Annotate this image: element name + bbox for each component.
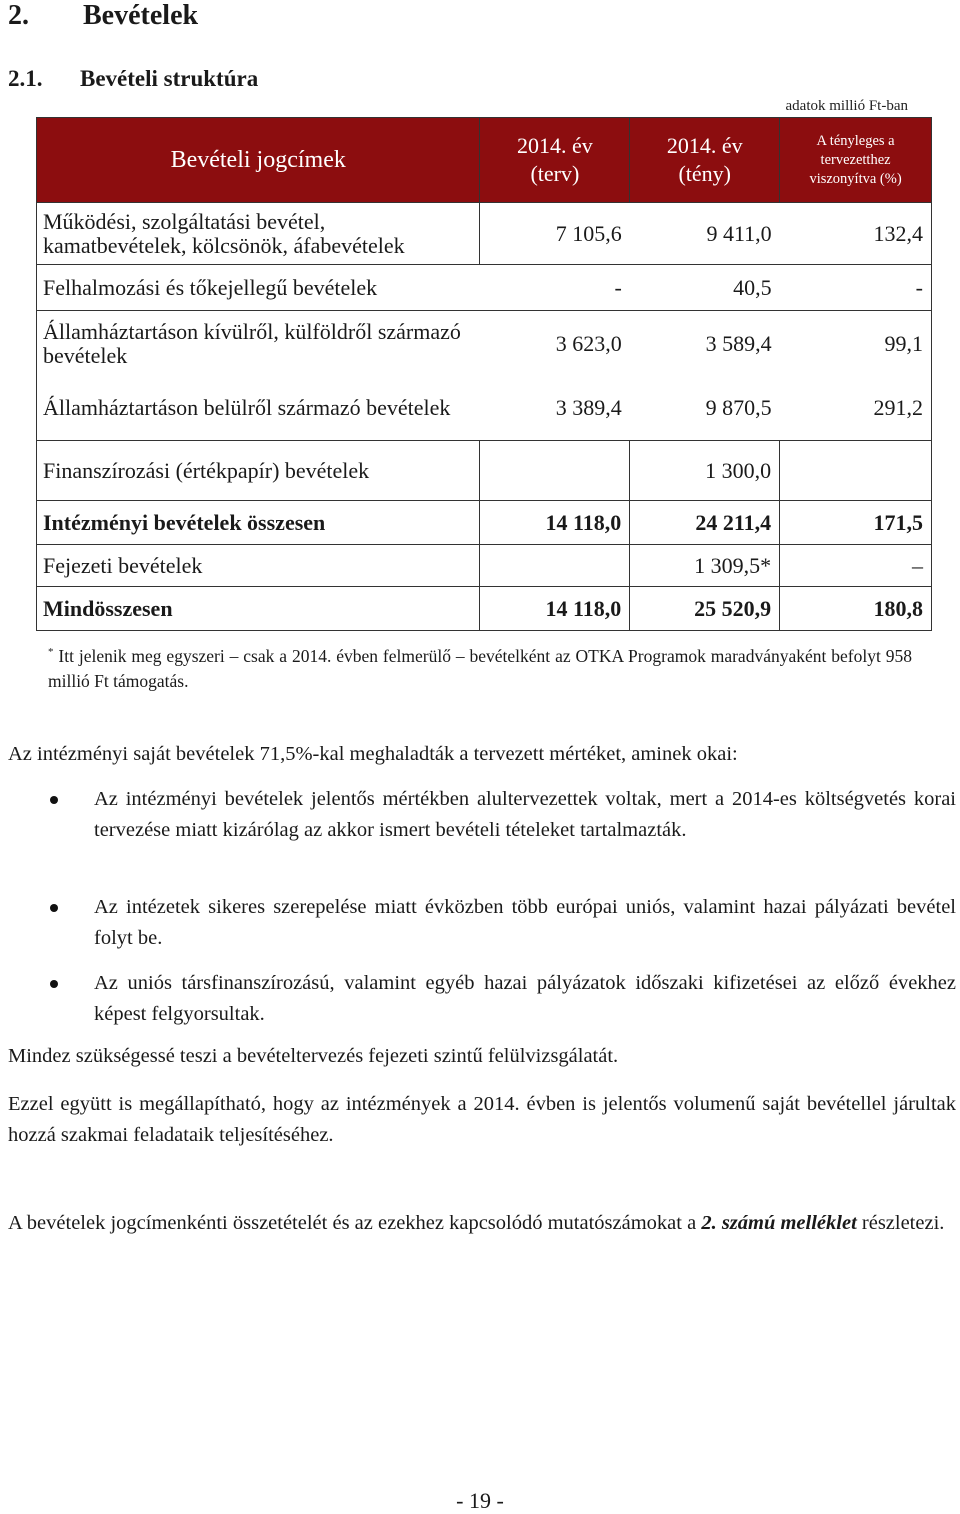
row-label: Finanszírozási (értékpapír) bevételek: [37, 441, 480, 501]
header-plan-line2: (terv): [530, 161, 580, 186]
row-plan: 14 118,0: [480, 587, 630, 631]
row-actual: 9 870,5: [630, 377, 780, 441]
row-actual: 1 309,5*: [630, 545, 780, 587]
row-plan: [480, 441, 630, 501]
row-label: Államháztartáson kívülről, külföldről származó bevételek: [37, 311, 480, 377]
bullet-item: [50, 892, 956, 954]
row-ratio: 171,5: [780, 501, 932, 545]
row-ratio: –: [780, 545, 932, 587]
bullet-icon: [50, 980, 58, 988]
header-actual: [630, 118, 780, 203]
row-actual: 24 211,4: [630, 501, 780, 545]
bullet-item: [50, 784, 956, 877]
row-plan: [480, 545, 630, 587]
section-number: 2.: [8, 0, 29, 31]
table-row: [37, 203, 932, 265]
row-ratio: -: [780, 265, 932, 311]
row-label: Államháztartáson belülről származó bevételek: [37, 377, 480, 441]
subsection-number: 2.1.: [8, 66, 43, 91]
row-actual: 40,5: [630, 265, 780, 311]
table-row: [37, 377, 932, 441]
annex-reference: 2. számú melléklet: [701, 1212, 857, 1234]
header-actual-line2: (tény): [678, 161, 731, 186]
table-row-grand-total: [37, 587, 932, 631]
table-row-total: [37, 501, 932, 545]
subsection-title: Bevételi struktúra: [80, 66, 259, 91]
bullet-text: Az intézményi bevételek jelentős mértékben alultervezettek voltak, mert a 2014-es költségvetés korai tervezése miatt kizárólag az akkor ismert bevételi tételeket tartalmazták.: [94, 788, 956, 841]
intro-paragraph: Az intézményi saját bevételek 71,5%-kal meghaladták a tervezett mértéket, aminek okai:: [8, 743, 738, 765]
bullet-text: Az intézetek sikeres szerepelése miatt évközben több európai uniós, valamint hazai pályázati bevétel folyt be.: [94, 896, 956, 949]
footnote-text: Itt jelenik meg egyszeri – csak a 2014. évben felmerülő – bevételként az OTKA Programok maradványaként befolyt 958 millió Ft támogatás.: [48, 645, 912, 691]
row-label: Felhalmozási és tőkejellegű bevételek: [37, 265, 480, 311]
row-ratio: [780, 441, 932, 501]
footnote-marker: *: [48, 646, 54, 658]
bullet-text: Az uniós társfinanszírozású, valamint egyéb hazai pályázatok időszaki kifizetései az előző évekhez képest felgyorsultak.: [94, 972, 956, 1025]
table-row: [37, 545, 932, 587]
table-row: [37, 311, 932, 377]
page-number: - 19 -: [456, 1488, 504, 1513]
subsection-heading: [8, 66, 258, 92]
paragraph-4: [8, 1208, 956, 1239]
row-label: Működési, szolgáltatási bevétel, kamatbevételek, kölcsönök, áfabevételek: [37, 203, 480, 265]
header-plan-line1: 2014. év: [516, 133, 593, 158]
paragraph-3: Ezzel együtt is megállapítható, hogy az intézmények a 2014. évben is jelentős volumenű saját bevétellel járultak hozzá szakmai feladataik teljesítéséhez.: [8, 1093, 956, 1146]
row-ratio: 291,2: [780, 377, 932, 441]
row-ratio: 132,4: [780, 203, 932, 265]
row-plan: 3 623,0: [480, 311, 630, 377]
row-actual: 1 300,0: [630, 441, 780, 501]
paragraph-4-start: A bevételek jogcímenkénti összetételét és az ezekhez kapcsolódó mutatószámokat a: [8, 1212, 702, 1234]
row-label: Intézményi bevételek összesen: [37, 501, 480, 545]
row-plan: 7 105,6: [480, 203, 630, 265]
bullet-icon: [50, 904, 58, 912]
section-title: Bevételek: [83, 0, 199, 31]
bullet-icon: [50, 796, 58, 804]
section-heading: [8, 0, 198, 32]
row-actual: 25 520,9: [630, 587, 780, 631]
row-plan: 14 118,0: [480, 501, 630, 545]
row-actual: 9 411,0: [630, 203, 780, 265]
row-ratio: 99,1: [780, 311, 932, 377]
paragraph-2: Mindez szükségessé teszi a bevételtervezés fejezeti szintű felülvizsgálatát.: [8, 1045, 619, 1067]
revenue-table: [36, 117, 932, 631]
header-plan: [480, 118, 630, 203]
paragraph-4-end: részletezi.: [856, 1212, 945, 1234]
row-plan: -: [480, 265, 630, 311]
row-label: Fejezeti bevételek: [37, 545, 480, 587]
row-plan: 3 389,4: [480, 377, 630, 441]
row-ratio: 180,8: [780, 587, 932, 631]
header-label-col: Bevételi jogcímek: [37, 118, 480, 203]
table-header-row: [37, 118, 932, 203]
bullet-item: [50, 968, 956, 1030]
units-note: adatok millió Ft-ban: [785, 98, 908, 114]
header-ratio: A tényleges a tervezetthez viszonyítva (%): [780, 118, 932, 203]
table-row: [37, 441, 932, 501]
row-label: Mindösszesen: [37, 587, 480, 631]
table-footnote: [48, 640, 912, 694]
header-actual-line1: 2014. év: [666, 133, 743, 158]
row-actual: 3 589,4: [630, 311, 780, 377]
table-row: [37, 265, 932, 311]
